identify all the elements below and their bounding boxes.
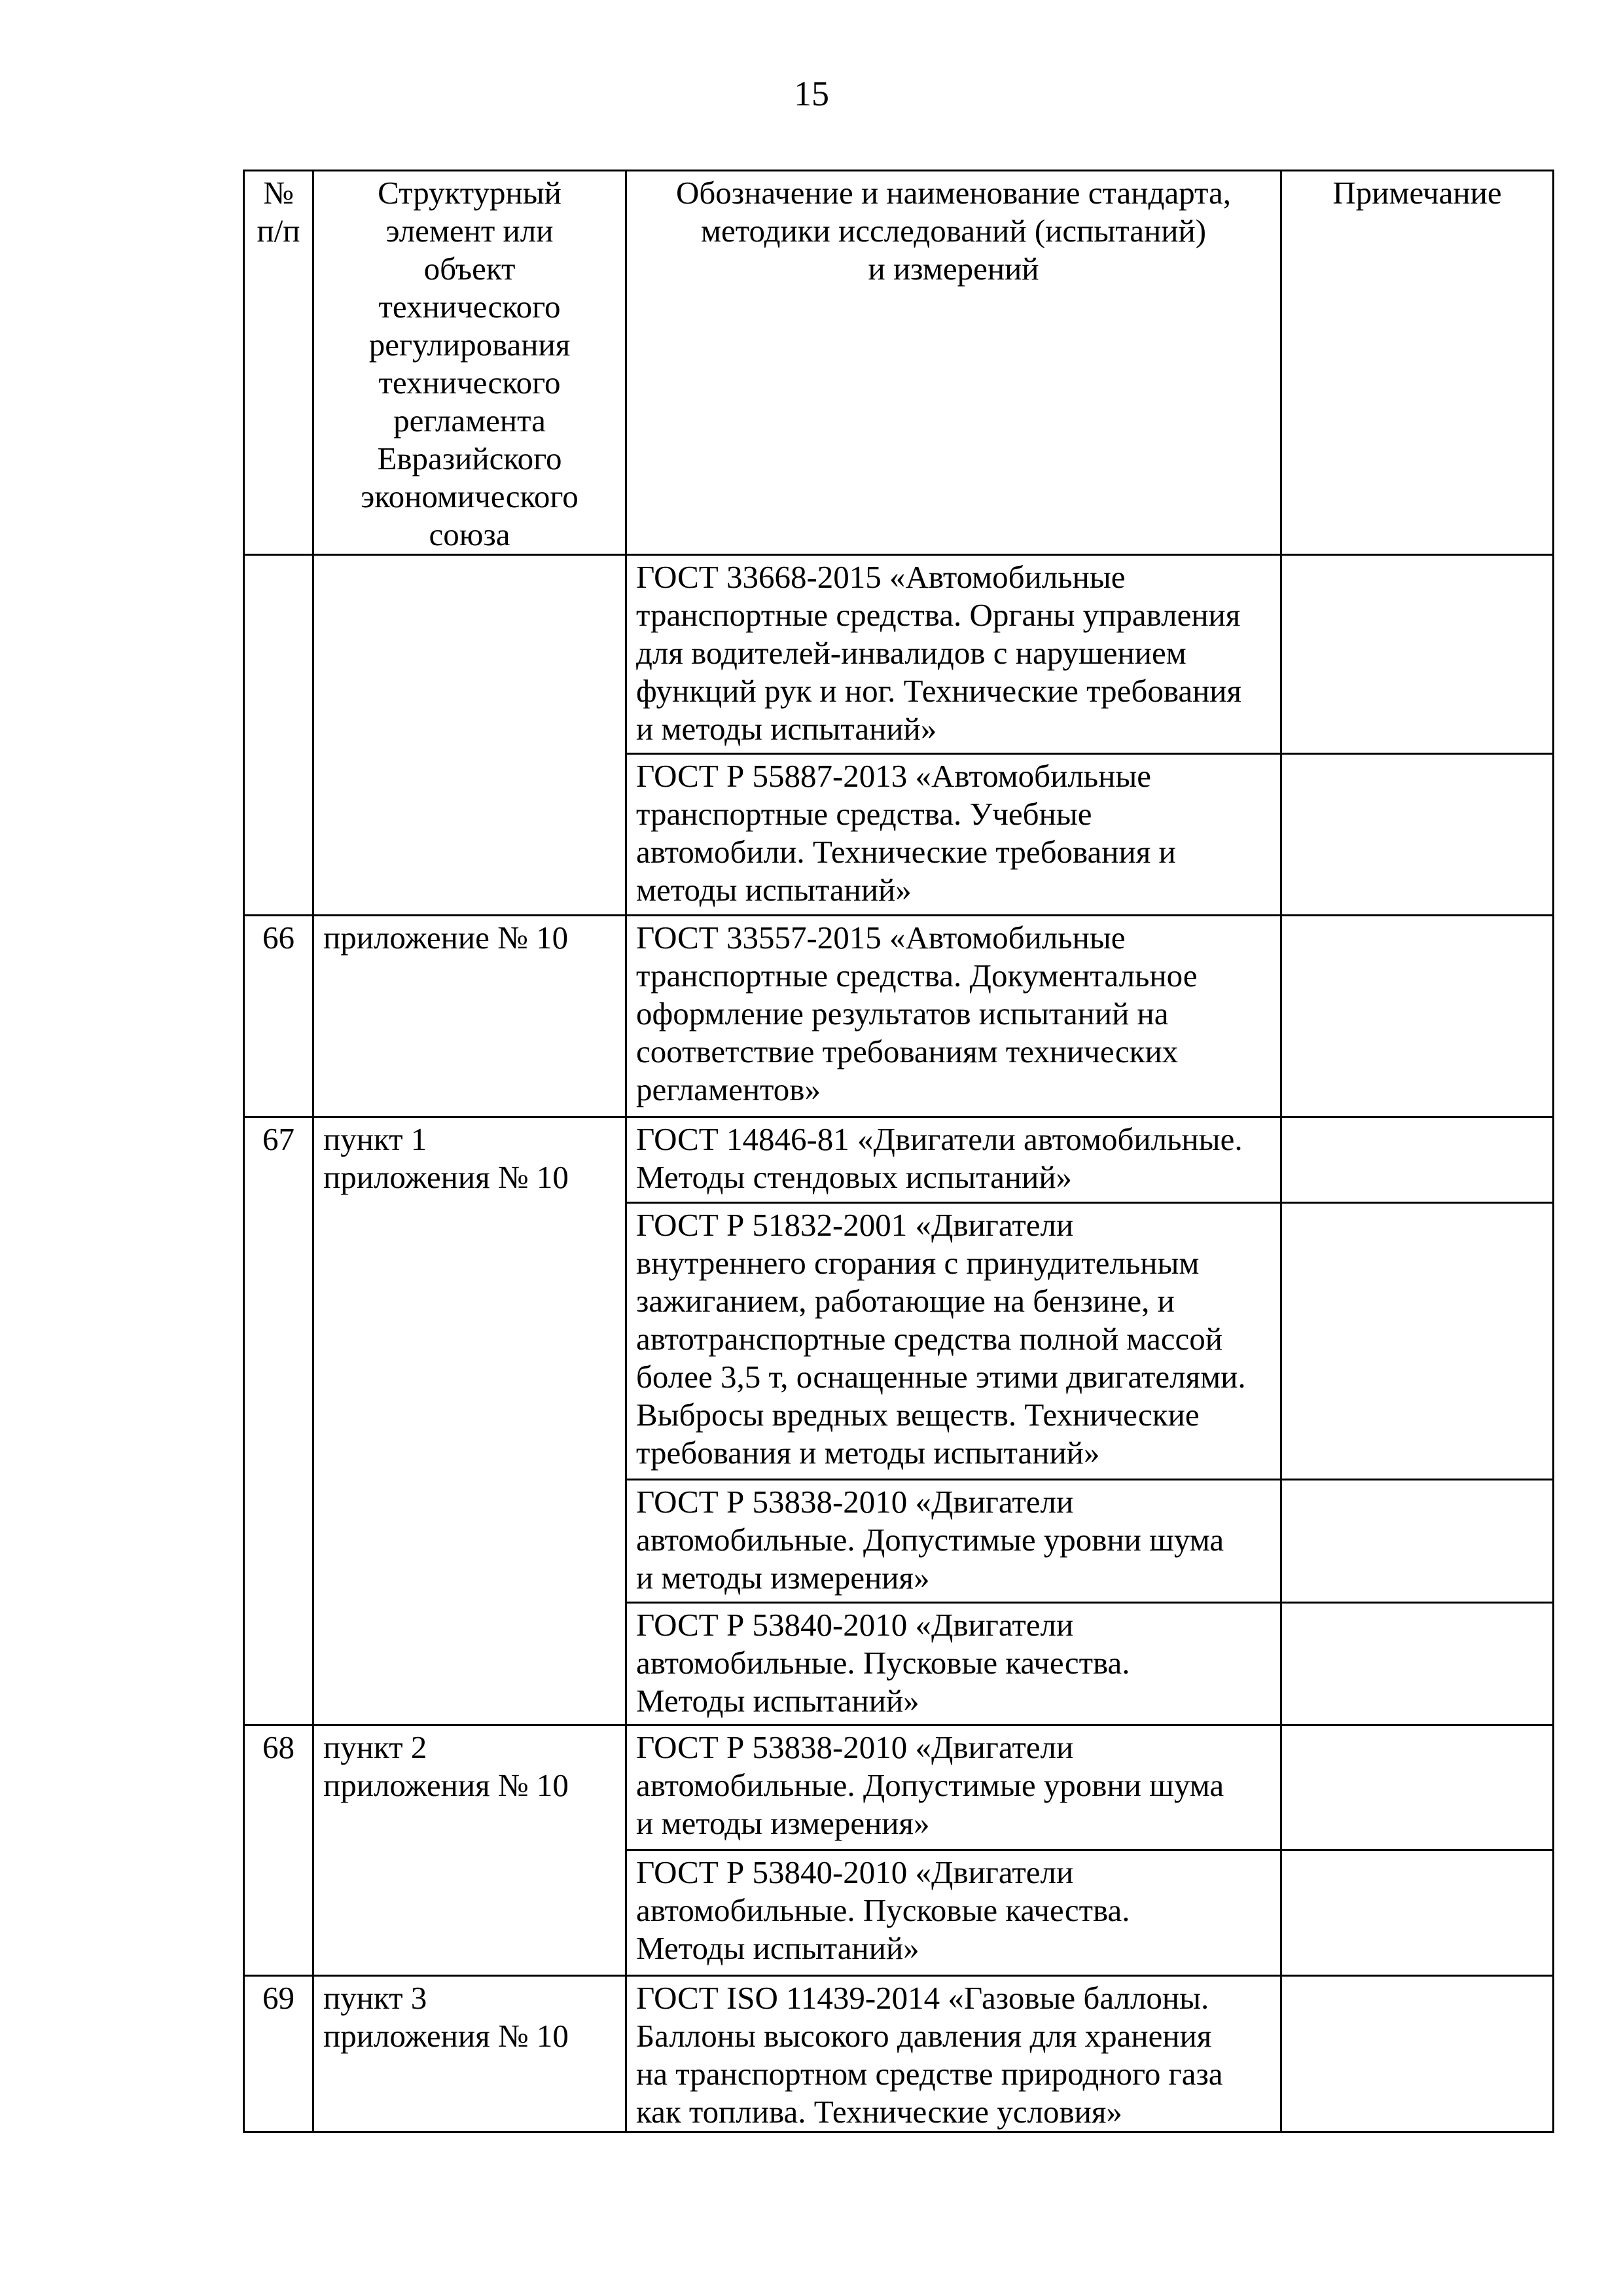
table-header-row bbox=[244, 171, 1554, 555]
row-note bbox=[1281, 1725, 1554, 1850]
row-standard: ГОСТ Р 51832-2001 «Двигатели внутреннего сгорания с принудительным зажиганием, работающие на бензине, и автотранспортные средства полной массой более 3,5 т, оснащенные этими двигателями. Выбросы вредных веществ. Технические требования и методы испытаний» bbox=[626, 1203, 1281, 1480]
standards-table bbox=[243, 170, 1554, 2133]
row-note bbox=[1281, 1117, 1554, 1203]
header-note: Примечание bbox=[1281, 171, 1554, 555]
row-note bbox=[1281, 754, 1554, 916]
row-note bbox=[1281, 555, 1554, 754]
row-no: 67 bbox=[244, 1117, 313, 1725]
row-element: пункт 1 приложения № 10 bbox=[313, 1117, 626, 1725]
header-standard: Обозначение и наименование стандарта, методики исследований (испытаний) и измерений bbox=[626, 171, 1281, 555]
row-no: 69 bbox=[244, 1976, 313, 2132]
table-row bbox=[244, 916, 1554, 1117]
row-no bbox=[244, 555, 313, 916]
row-standard: ГОСТ Р 53838-2010 «Двигатели автомобильные. Допустимые уровни шума и методы измерения» bbox=[626, 1480, 1281, 1603]
row-standard: ГОСТ 14846-81 «Двигатели автомобильные. Методы стендовых испытаний» bbox=[626, 1117, 1281, 1203]
table-row bbox=[244, 555, 1554, 754]
row-standard: ГОСТ ISO 11439-2014 «Газовые баллоны. Баллоны высокого давления для хранения на транспортном средстве природного газа как топлива. Технические условия» bbox=[626, 1976, 1281, 2132]
row-standard: ГОСТ Р 53840-2010 «Двигатели автомобильные. Пусковые качества. Методы испытаний» bbox=[626, 1850, 1281, 1976]
row-standard: ГОСТ 33557-2015 «Автомобильные транспортные средства. Документальное оформление результатов испытаний на соответствие требованиям технических регламентов» bbox=[626, 916, 1281, 1117]
row-standard: ГОСТ 33668-2015 «Автомобильные транспортные средства. Органы управления для водителей-инвалидов с нарушением функций рук и ног. Технические требования и методы испытаний» bbox=[626, 555, 1281, 754]
row-note bbox=[1281, 1603, 1554, 1725]
row-no: 66 bbox=[244, 916, 313, 1117]
header-no: № п/п bbox=[244, 171, 313, 555]
row-note bbox=[1281, 1850, 1554, 1976]
header-element: Структурный элемент или объект технического регулирования технического регламента Евразийского экономического союза bbox=[313, 171, 626, 555]
row-no: 68 bbox=[244, 1725, 313, 1976]
table-row bbox=[244, 1117, 1554, 1203]
table-row bbox=[244, 1725, 1554, 1850]
row-note bbox=[1281, 1203, 1554, 1480]
row-note bbox=[1281, 1480, 1554, 1603]
row-element: пункт 2 приложения № 10 bbox=[313, 1725, 626, 1976]
row-element: пункт 3 приложения № 10 bbox=[313, 1976, 626, 2132]
table-row bbox=[244, 1976, 1554, 2132]
row-note bbox=[1281, 1976, 1554, 2132]
row-element bbox=[313, 555, 626, 916]
row-standard: ГОСТ Р 55887-2013 «Автомобильные транспортные средства. Учебные автомобили. Технические требования и методы испытаний» bbox=[626, 754, 1281, 916]
row-element: приложение № 10 bbox=[313, 916, 626, 1117]
row-standard: ГОСТ Р 53838-2010 «Двигатели автомобильные. Допустимые уровни шума и методы измерения» bbox=[626, 1725, 1281, 1850]
row-note bbox=[1281, 916, 1554, 1117]
page-number: 15 bbox=[794, 74, 829, 113]
row-standard: ГОСТ Р 53840-2010 «Двигатели автомобильные. Пусковые качества. Методы испытаний» bbox=[626, 1603, 1281, 1725]
